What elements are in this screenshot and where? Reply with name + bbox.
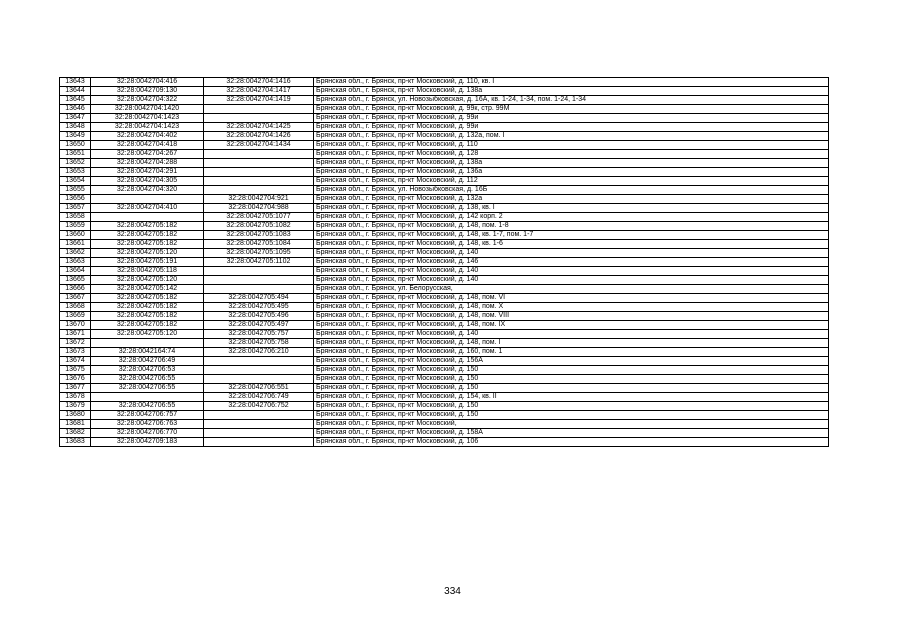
row-number-cell: 13650 — [60, 141, 91, 150]
row-number-cell: 13668 — [60, 303, 91, 312]
table-row — [60, 240, 829, 249]
cadastral-number-cell: 32:28:0042705:182 — [91, 222, 204, 231]
table-row — [60, 222, 829, 231]
cadastral-number-cell: 32:28:0042706:55 — [91, 384, 204, 393]
object-cadastral-number-cell — [204, 114, 314, 123]
row-number-cell: 13663 — [60, 258, 91, 267]
cadastral-number-cell: 32:28:0042704:1420 — [91, 105, 204, 114]
table-row — [60, 159, 829, 168]
object-cadastral-number-cell: 32:28:0042705:495 — [204, 303, 314, 312]
row-number-cell: 13670 — [60, 321, 91, 330]
object-cadastral-number-cell: 32:28:0042705:1082 — [204, 222, 314, 231]
address-cell: Брянская обл., г. Брянск, пр-кт Московский, д. 128 — [314, 150, 829, 159]
cadastral-number-cell: 32:28:0042705:182 — [91, 231, 204, 240]
address-cell: Брянская обл., г. Брянск, пр-кт Московский, д. 148, пом. IX — [314, 321, 829, 330]
table-row — [60, 321, 829, 330]
table-row — [60, 213, 829, 222]
object-cadastral-number-cell: 32:28:0042705:1102 — [204, 258, 314, 267]
table-row — [60, 312, 829, 321]
table-row — [60, 366, 829, 375]
cadastral-number-cell: 32:28:0042705:182 — [91, 303, 204, 312]
object-cadastral-number-cell: 32:28:0042704:1425 — [204, 123, 314, 132]
table-row — [60, 294, 829, 303]
row-number-cell: 13658 — [60, 213, 91, 222]
table-row — [60, 411, 829, 420]
row-number-cell: 13667 — [60, 294, 91, 303]
object-cadastral-number-cell: 32:28:0042705:497 — [204, 321, 314, 330]
table-row — [60, 276, 829, 285]
row-number-cell: 13659 — [60, 222, 91, 231]
address-cell: Брянская обл., г. Брянск, пр-кт Московский, д. 99к, стр. 99М — [314, 105, 829, 114]
table-row — [60, 339, 829, 348]
row-number-cell: 13648 — [60, 123, 91, 132]
address-cell: Брянская обл., г. Брянск, пр-кт Московский, д. 156А — [314, 357, 829, 366]
cadastral-number-cell: 32:28:0042705:118 — [91, 267, 204, 276]
object-cadastral-number-cell: 32:28:0042706:749 — [204, 393, 314, 402]
cadastral-number-cell: 32:28:0042704:322 — [91, 96, 204, 105]
address-cell: Брянская обл., г. Брянск, пр-кт Московский, д. 136а — [314, 168, 829, 177]
address-cell: Брянская обл., г. Брянск, пр-кт Московский, д. 160, пом. 1 — [314, 348, 829, 357]
cadastral-number-cell: 32:28:0042706:53 — [91, 366, 204, 375]
table-row — [60, 87, 829, 96]
row-number-cell: 13661 — [60, 240, 91, 249]
address-cell: Брянская обл., г. Брянск, пр-кт Московский, д. 106 — [314, 438, 829, 447]
object-cadastral-number-cell: 32:28:0042704:1434 — [204, 141, 314, 150]
address-cell: Брянская обл., г. Брянск, пр-кт Московский, д. 142 корп. 2 — [314, 213, 829, 222]
address-cell: Брянская обл., г. Брянск, пр-кт Московский, д. 112 — [314, 177, 829, 186]
address-cell: Брянская обл., г. Брянск, пр-кт Московский, д. 140 — [314, 267, 829, 276]
row-number-cell: 13665 — [60, 276, 91, 285]
row-number-cell: 13662 — [60, 249, 91, 258]
row-number-cell: 13653 — [60, 168, 91, 177]
cadastral-number-cell: 32:28:0042704:291 — [91, 168, 204, 177]
address-cell: Брянская обл., г. Брянск, пр-кт Московский, д. 132а — [314, 195, 829, 204]
address-cell: Брянская обл., г. Брянск, пр-кт Московский, д. 148, пом. VIII — [314, 312, 829, 321]
object-cadastral-number-cell — [204, 177, 314, 186]
row-number-cell: 13664 — [60, 267, 91, 276]
table-row — [60, 438, 829, 447]
table-row — [60, 168, 829, 177]
object-cadastral-number-cell: 32:28:0042704:921 — [204, 195, 314, 204]
cadastral-number-cell: 32:28:0042705:182 — [91, 294, 204, 303]
object-cadastral-number-cell — [204, 429, 314, 438]
cadastral-number-cell: 32:28:0042706:49 — [91, 357, 204, 366]
cadastral-number-cell: 32:28:0042704:402 — [91, 132, 204, 141]
address-cell: Брянская обл., г. Брянск, пр-кт Московский, д. 138а — [314, 159, 829, 168]
table-row — [60, 393, 829, 402]
object-cadastral-number-cell — [204, 150, 314, 159]
cadastral-number-cell: 32:28:0042704:288 — [91, 159, 204, 168]
table-row — [60, 141, 829, 150]
table-row — [60, 114, 829, 123]
table-row — [60, 249, 829, 258]
object-cadastral-number-cell: 32:28:0042704:1417 — [204, 87, 314, 96]
cadastral-number-cell: 32:28:0042706:55 — [91, 375, 204, 384]
table-row — [60, 96, 829, 105]
object-cadastral-number-cell — [204, 168, 314, 177]
address-cell: Брянская обл., г. Брянск, пр-кт Московский, — [314, 420, 829, 429]
row-number-cell: 13656 — [60, 195, 91, 204]
row-number-cell: 13652 — [60, 159, 91, 168]
page-number: 334 — [444, 586, 461, 597]
table-row — [60, 330, 829, 339]
row-number-cell: 13680 — [60, 411, 91, 420]
row-number-cell: 13679 — [60, 402, 91, 411]
cadastral-number-cell: 32:28:0042705:120 — [91, 249, 204, 258]
cadastral-number-cell — [91, 393, 204, 402]
document-page — [59, 77, 828, 447]
cadastral-number-cell: 32:28:0042709:183 — [91, 438, 204, 447]
address-cell: Брянская обл., г. Брянск, пр-кт Московский, д. 148, кв. 1-6 — [314, 240, 829, 249]
address-cell: Брянская обл., г. Брянск, пр-кт Московский, д. 99и — [314, 123, 829, 132]
row-number-cell: 13654 — [60, 177, 91, 186]
address-cell: Брянская обл., г. Брянск, ул. Белорусская, — [314, 285, 829, 294]
object-cadastral-number-cell: 32:28:0042706:752 — [204, 402, 314, 411]
object-cadastral-number-cell: 32:28:0042704:1419 — [204, 96, 314, 105]
row-number-cell: 13647 — [60, 114, 91, 123]
address-cell: Брянская обл., г. Брянск, пр-кт Московский, д. 150 — [314, 411, 829, 420]
address-cell: Брянская обл., г. Брянск, пр-кт Московский, д. 110, кв. I — [314, 78, 829, 87]
row-number-cell: 13678 — [60, 393, 91, 402]
address-cell: Брянская обл., г. Брянск, пр-кт Московский, д. 138, кв. I — [314, 204, 829, 213]
row-number-cell: 13672 — [60, 339, 91, 348]
address-cell: Брянская обл., г. Брянск, пр-кт Московский, д. 140 — [314, 249, 829, 258]
object-cadastral-number-cell: 32:28:0042705:1084 — [204, 240, 314, 249]
cadastral-number-cell: 32:28:0042704:410 — [91, 204, 204, 213]
row-number-cell: 13645 — [60, 96, 91, 105]
row-number-cell: 13669 — [60, 312, 91, 321]
cadastral-number-cell: 32:28:0042706:55 — [91, 402, 204, 411]
address-cell: Брянская обл., г. Брянск, пр-кт Московский, д. 132а, пом. I — [314, 132, 829, 141]
table-row — [60, 429, 829, 438]
object-cadastral-number-cell — [204, 411, 314, 420]
object-cadastral-number-cell — [204, 357, 314, 366]
cadastral-number-cell: 32:28:0042705:182 — [91, 321, 204, 330]
object-cadastral-number-cell — [204, 105, 314, 114]
row-number-cell: 13674 — [60, 357, 91, 366]
object-cadastral-number-cell — [204, 438, 314, 447]
table-row — [60, 105, 829, 114]
cadastral-number-cell: 32:28:0042704:1423 — [91, 123, 204, 132]
address-cell: Брянская обл., г. Брянск, пр-кт Московский, д. 158А — [314, 429, 829, 438]
address-cell: Брянская обл., г. Брянск, пр-кт Московский, д. 140 — [314, 276, 829, 285]
cadastral-number-cell: 32:28:0042705:182 — [91, 240, 204, 249]
cadastral-number-cell — [91, 213, 204, 222]
row-number-cell: 13657 — [60, 204, 91, 213]
table-row — [60, 204, 829, 213]
table-row — [60, 303, 829, 312]
cadastral-number-cell: 32:28:0042709:130 — [91, 87, 204, 96]
object-cadastral-number-cell: 32:28:0042705:1083 — [204, 231, 314, 240]
cadastral-number-cell: 32:28:0042705:191 — [91, 258, 204, 267]
object-cadastral-number-cell — [204, 420, 314, 429]
address-cell: Брянская обл., г. Брянск, пр-кт Московский, д. 154, кв. II — [314, 393, 829, 402]
address-cell: Брянская обл., г. Брянск, пр-кт Московский, д. 148, пом. I — [314, 339, 829, 348]
table-row — [60, 420, 829, 429]
cadastral-number-cell: 32:28:0042704:416 — [91, 78, 204, 87]
table-row — [60, 258, 829, 267]
object-cadastral-number-cell: 32:28:0042705:494 — [204, 294, 314, 303]
row-number-cell: 13651 — [60, 150, 91, 159]
table-row — [60, 348, 829, 357]
table-row — [60, 150, 829, 159]
object-cadastral-number-cell: 32:28:0042705:496 — [204, 312, 314, 321]
row-number-cell: 13643 — [60, 78, 91, 87]
object-cadastral-number-cell — [204, 159, 314, 168]
object-cadastral-number-cell — [204, 375, 314, 384]
cadastral-number-cell: 32:28:0042164:74 — [91, 348, 204, 357]
address-cell: Брянская обл., г. Брянск, пр-кт Московский, д. 99и — [314, 114, 829, 123]
cadastral-number-cell — [91, 195, 204, 204]
cadastral-number-cell: 32:28:0042704:418 — [91, 141, 204, 150]
table-row — [60, 177, 829, 186]
address-cell: Брянская обл., г. Брянск, ул. Новозыбковская, д. 16А, кв. 1-24, 1-34, пом. 1-24, 1-34 — [314, 96, 829, 105]
address-cell: Брянская обл., г. Брянск, пр-кт Московский, д. 148, кв. 1-7, пом. 1-7 — [314, 231, 829, 240]
table-row — [60, 285, 829, 294]
object-cadastral-number-cell: 32:28:0042704:1426 — [204, 132, 314, 141]
table-row — [60, 231, 829, 240]
cadastral-number-cell: 32:28:0042704:1423 — [91, 114, 204, 123]
row-number-cell: 13675 — [60, 366, 91, 375]
registry-table — [59, 77, 829, 447]
cadastral-number-cell: 32:28:0042705:120 — [91, 330, 204, 339]
address-cell: Брянская обл., г. Брянск, пр-кт Московский, д. 146 — [314, 258, 829, 267]
address-cell: Брянская обл., г. Брянск, пр-кт Московский, д. 148, пом. VI — [314, 294, 829, 303]
row-number-cell: 13681 — [60, 420, 91, 429]
object-cadastral-number-cell: 32:28:0042705:757 — [204, 330, 314, 339]
object-cadastral-number-cell — [204, 366, 314, 375]
object-cadastral-number-cell: 32:28:0042706:551 — [204, 384, 314, 393]
address-cell: Брянская обл., г. Брянск, пр-кт Московский, д. 148, пом. 1-8 — [314, 222, 829, 231]
address-cell: Брянская обл., г. Брянск, пр-кт Московский, д. 110 — [314, 141, 829, 150]
cadastral-number-cell: 32:28:0042706:763 — [91, 420, 204, 429]
cadastral-number-cell: 32:28:0042706:770 — [91, 429, 204, 438]
row-number-cell: 13682 — [60, 429, 91, 438]
row-number-cell: 13660 — [60, 231, 91, 240]
cadastral-number-cell — [91, 339, 204, 348]
row-number-cell: 13646 — [60, 105, 91, 114]
address-cell: Брянская обл., г. Брянск, ул. Новозыбковская, д. 16Б — [314, 186, 829, 195]
table-row — [60, 78, 829, 87]
cadastral-number-cell: 32:28:0042704:320 — [91, 186, 204, 195]
table-row — [60, 375, 829, 384]
row-number-cell: 13655 — [60, 186, 91, 195]
table-row — [60, 132, 829, 141]
registry-table-body — [60, 78, 829, 447]
object-cadastral-number-cell: 32:28:0042706:210 — [204, 348, 314, 357]
object-cadastral-number-cell: 32:28:0042705:1095 — [204, 249, 314, 258]
table-row — [60, 402, 829, 411]
cadastral-number-cell: 32:28:0042705:120 — [91, 276, 204, 285]
cadastral-number-cell: 32:28:0042705:182 — [91, 312, 204, 321]
table-row — [60, 384, 829, 393]
table-row — [60, 186, 829, 195]
address-cell: Брянская обл., г. Брянск, пр-кт Московский, д. 150 — [314, 384, 829, 393]
address-cell: Брянская обл., г. Брянск, пр-кт Московский, д. 150 — [314, 402, 829, 411]
cadastral-number-cell: 32:28:0042704:267 — [91, 150, 204, 159]
object-cadastral-number-cell: 32:28:0042704:988 — [204, 204, 314, 213]
row-number-cell: 13677 — [60, 384, 91, 393]
row-number-cell: 13644 — [60, 87, 91, 96]
table-row — [60, 357, 829, 366]
address-cell: Брянская обл., г. Брянск, пр-кт Московский, д. 150 — [314, 366, 829, 375]
object-cadastral-number-cell: 32:28:0042705:1077 — [204, 213, 314, 222]
row-number-cell: 13671 — [60, 330, 91, 339]
row-number-cell: 13649 — [60, 132, 91, 141]
table-row — [60, 123, 829, 132]
object-cadastral-number-cell — [204, 267, 314, 276]
object-cadastral-number-cell — [204, 186, 314, 195]
row-number-cell: 13673 — [60, 348, 91, 357]
table-row — [60, 267, 829, 276]
object-cadastral-number-cell — [204, 285, 314, 294]
address-cell: Брянская обл., г. Брянск, пр-кт Московский, д. 150 — [314, 375, 829, 384]
cadastral-number-cell: 32:28:0042705:142 — [91, 285, 204, 294]
object-cadastral-number-cell — [204, 276, 314, 285]
row-number-cell: 13683 — [60, 438, 91, 447]
cadastral-number-cell: 32:28:0042706:757 — [91, 411, 204, 420]
cadastral-number-cell: 32:28:0042704:305 — [91, 177, 204, 186]
object-cadastral-number-cell: 32:28:0042704:1416 — [204, 78, 314, 87]
object-cadastral-number-cell: 32:28:0042705:758 — [204, 339, 314, 348]
address-cell: Брянская обл., г. Брянск, пр-кт Московский, д. 140 — [314, 330, 829, 339]
address-cell: Брянская обл., г. Брянск, пр-кт Московский, д. 138а — [314, 87, 829, 96]
table-row — [60, 195, 829, 204]
address-cell: Брянская обл., г. Брянск, пр-кт Московский, д. 148, пом. X — [314, 303, 829, 312]
row-number-cell: 13666 — [60, 285, 91, 294]
row-number-cell: 13676 — [60, 375, 91, 384]
